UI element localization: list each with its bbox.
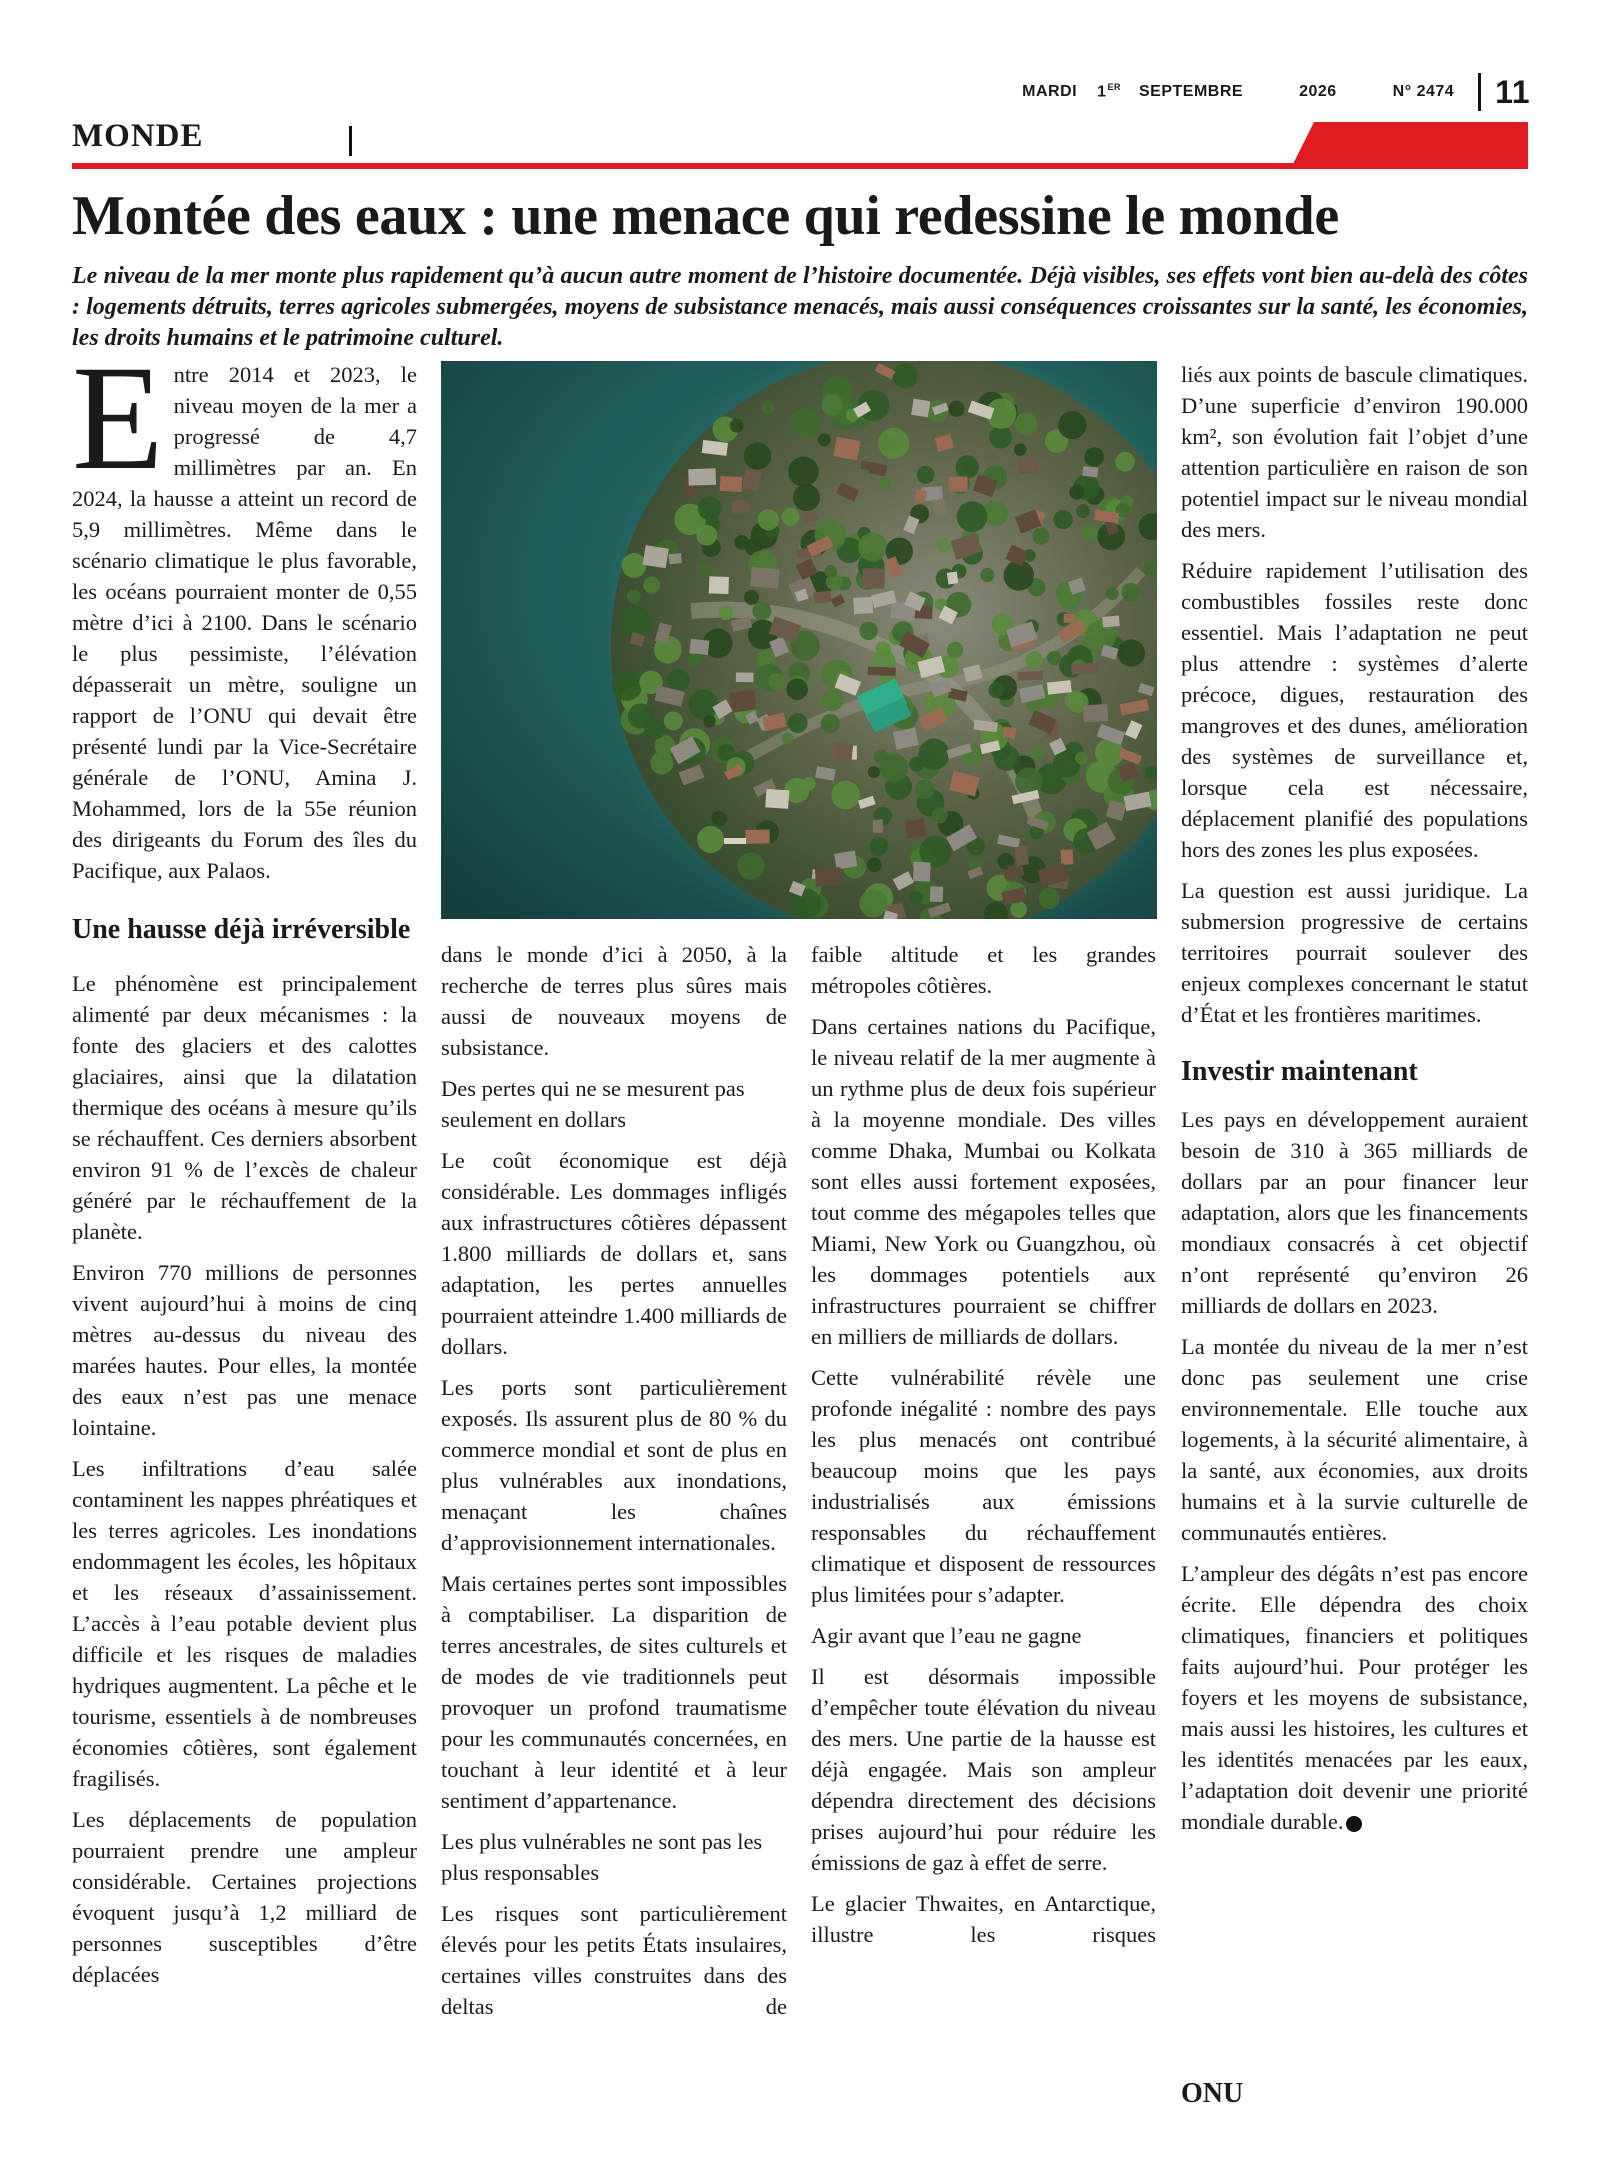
subheading: Une hausse déjà irréversible bbox=[72, 914, 411, 945]
article-headline: Montée des eaux : une menace qui redessine le monde bbox=[72, 185, 1339, 247]
paragraph: liés aux points de bascule climatiques. D’une superficie d’environ 190.000 km², son évolution fait l’objet d’une attention particulière en raison de son potentiel impact sur le niveau mondial des mers. bbox=[1181, 362, 1528, 542]
article-photo bbox=[441, 361, 1157, 919]
drop-cap: E bbox=[72, 335, 164, 501]
paragraph: La question est aussi juridique. La submersion progressive de certains territoires pourrait soulever des enjeux complexes concernant le statut d’État et les frontières maritimes. bbox=[1181, 878, 1528, 1027]
paragraph: faible altitude et les grandes métropoles côtières. bbox=[811, 942, 1156, 998]
paragraph: La montée du niveau de la mer n’est donc pas seulement une crise environnementale. Elle touche aux logements, à la sécurité alimentaire, à la santé, aux économies, aux droits humains et à la survie culturelle de communautés entières. bbox=[1181, 1334, 1528, 1545]
issue-year: 2026 bbox=[1299, 83, 1337, 100]
paragraph: Environ 770 millions de personnes vivent aujourd’hui à moins de cinq mètres au-dessus du niveau des marées hautes. Pour elles, la montée des eaux n’est pas une menace lointaine. bbox=[72, 1260, 417, 1440]
article-signature: ONU bbox=[1181, 2078, 1244, 2109]
brand-banner bbox=[1292, 122, 1528, 166]
paragraph: Mais certaines pertes sont impossibles à comptabiliser. La disparition de terres ancestrales, de sites culturels et de modes de vie traditionnels peut provoquer un profond traumatisme pour les communautés concernées, en touchant à leur identité et à leur sentiment d’appartenance. bbox=[441, 1571, 787, 1813]
inline-subheading: Des pertes qui ne se mesurent pas seulement en dollars bbox=[441, 1076, 745, 1132]
issue-month: SEPTEMBRE bbox=[1139, 83, 1244, 100]
brand-name: Le National bbox=[1428, 6, 1570, 36]
paragraph: Le coût économique est déjà considérable. Les dommages infligés aux infrastructures côtières dépassent 1.800 milliards de dollars et, sans adaptation, les pertes annuelles pourraient atteindre 1.400 milliards de dollars. bbox=[441, 1148, 787, 1359]
subheading: Investir maintenant bbox=[1181, 1056, 1418, 1087]
paragraph: L’ampleur des dégâts n’est pas encore écrite. Elle dépendra des choix climatiques, financiers et politiques faits aujourd’hui. Pour protéger les foyers et les moyens de subsistance, mais aussi les histoires, les cultures et les identités menacées par les eaux, l’adaptation doit devenir une priorité mondiale durable. bbox=[1181, 1561, 1528, 1834]
paragraph: Cette vulnérabilité révèle une profonde inégalité : nombre des pays les plus menacés ont contribué beaucoup moins que les pays industrialisés aux émissions responsables du réchauffement climatique et disposent de ressources plus limitées pour s’adapter. bbox=[811, 1365, 1156, 1607]
issue-info bbox=[1022, 72, 1530, 112]
inline-subheading: Agir avant que l’eau ne gagne bbox=[811, 1623, 1082, 1648]
paragraph: Dans certaines nations du Pacifique, le niveau relatif de la mer augmente à un rythme plus de deux fois supérieur à la moyenne mondiale. Des villes comme Dhaka, Mumbai ou Kolkata sont elles aussi fortement exposées, tout comme des mégapoles telles que Miami, New York ou Guangzhou, où les dommages potentiels aux infrastructures pourraient se chiffrer en milliers de milliards de dollars. bbox=[811, 1014, 1156, 1349]
paragraph: Les déplacements de population pourraient prendre une ampleur considérable. Certaines projections évoquent jusqu’à 1,2 milliard de personnes susceptibles d’être déplacées bbox=[72, 1807, 417, 1987]
paragraph: Les infiltrations d’eau salée contaminent les nappes phréatiques et les terres agricoles. Les inondations endommagent les écoles, les hôpitaux et les réseaux d’assainissement. L’accès à l’eau potable devient plus difficile et les risques de maladies hydriques augmentent. La pêche et le tourisme, essentiels à de nombreuses économies côtières, sont également fragilisés. bbox=[72, 1456, 417, 1791]
header-rule bbox=[72, 163, 1528, 169]
issue-day: MARDI bbox=[1022, 83, 1078, 100]
paragraph: Les ports sont particulièrement exposés. Ils assurent plus de 80 % du commerce mondial et sont de plus en plus vulnérables aux inondations, menaçant les chaînes d’approvisionnement internationales. bbox=[441, 1375, 787, 1555]
page-number: 11 bbox=[1478, 73, 1530, 111]
article-column-3 bbox=[811, 939, 1156, 1960]
article-column-2 bbox=[441, 939, 787, 2032]
issue-date: 1ER bbox=[1097, 82, 1121, 101]
inline-subheading: Les plus vulnérables ne sont pas les plus responsables bbox=[441, 1829, 763, 1885]
page-number-divider bbox=[1478, 73, 1481, 111]
paragraph: Le phénomène est principalement alimenté par deux mécanismes : la fonte des glaciers et des calottes glaciaires, ainsi que la dilatation thermique des océans à mesure qu’ils se réchauffent. Ces derniers absorbent environ 91 % de l’excès de chaleur généré par le réchauffement de la planète. bbox=[72, 971, 417, 1244]
issue-number: N° 2474 bbox=[1392, 83, 1455, 100]
paragraph: Le glacier Thwaites, en Antarctique, illustre les risques bbox=[811, 1891, 1156, 1947]
end-mark-icon bbox=[1346, 1816, 1362, 1832]
paragraph: Les risques sont particulièrement élevés pour les petits États insulaires, certaines villes construites dans des deltas de bbox=[441, 1901, 787, 2019]
paragraph: Il est désormais impossible d’empêcher toute élévation du niveau des mers. Une partie de la hausse est déjà engagée. Mais son ampleur dépendra directement des décisions prises aujourd’hui pour réduire les émissions de gaz à effet de serre. bbox=[811, 1664, 1156, 1875]
paragraph: Réduire rapidement l’utilisation des combustibles fossiles reste donc essentiel. Mais l’adaptation ne peut plus attendre : systèmes d’alerte précoce, digues, restauration des mangroves et des dunes, amélioration des systèmes de surveillance et, lorsque cela est nécessaire, déplacement planifié des populations hors des zones les plus exposées. bbox=[1181, 558, 1528, 862]
section-divider bbox=[349, 126, 352, 156]
article-standfirst: Le niveau de la mer monte plus rapidement qu’à aucun autre moment de l’histoire documentée. Déjà visibles, ses effets vont bien au-delà des côtes : logements détruits, terres agricoles submergées, moyens de subsistance menacés, mais aussi conséquences croissantes sur la santé, les économies, les droits humains et le patrimoine culturel. bbox=[72, 263, 1528, 351]
paragraph: Les pays en développement auraient besoin de 310 à 365 milliards de dollars par an pour financer leur adaptation, alors que les financements mondiaux consacrés à cet objectif n’ont représenté qu’environ 26 milliards de dollars en 2023. bbox=[1181, 1107, 1528, 1318]
section-label: MONDE bbox=[72, 118, 204, 154]
paragraph: Entre 2014 et 2023, le niveau moyen de la mer a progressé de 4,7 millimètres par an. En 2024, la hausse a atteint un record de 5,9 millimètres. Même dans le scénario climatique le plus favorable, les océans pourraient monter de 0,55 mètre d’ici à 2100. Dans le scénario le plus pessimiste, l’élévation dépasserait un mètre, souligne un rapport de l’ONU qui devait être présenté lundi par la Vice-Secrétaire générale de l’ONU, Amina J. Mohammed, lors de la 55e réunion des dirigeants du Forum des îles du Pacifique, aux Palaos. bbox=[72, 335, 417, 883]
article-column-4 bbox=[1181, 359, 1528, 1847]
article-column-1 bbox=[72, 335, 417, 2000]
paragraph: dans le monde d’ici à 2050, à la recherche de terres plus sûres mais aussi de nouveaux moyens de subsistance. bbox=[441, 942, 787, 1060]
